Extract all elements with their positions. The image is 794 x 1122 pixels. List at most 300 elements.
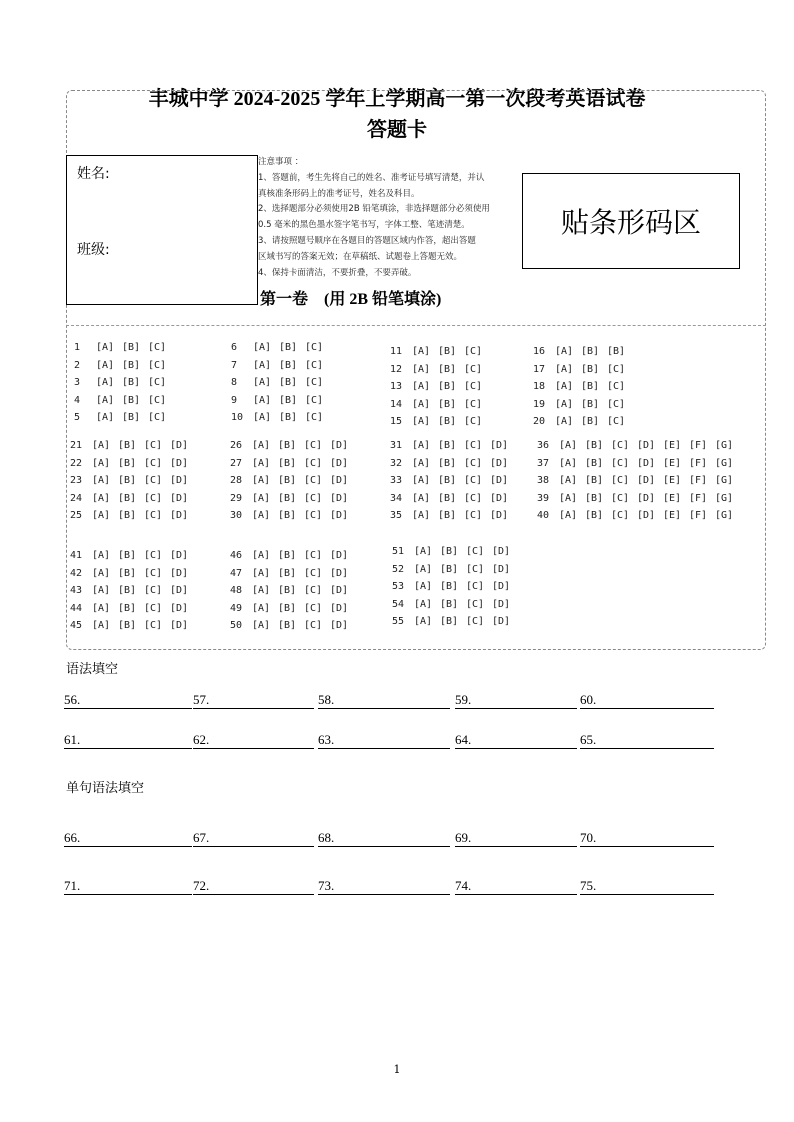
answer-bubble[interactable]: [A] bbox=[92, 620, 111, 631]
answer-bubble[interactable]: [C] bbox=[464, 440, 483, 451]
answer-bubble[interactable]: [D] bbox=[330, 550, 349, 561]
answer-row bbox=[230, 440, 356, 458]
answer-blank[interactable] bbox=[318, 734, 450, 749]
answer-row bbox=[70, 475, 196, 493]
answer-bubble[interactable]: [C] bbox=[607, 363, 626, 375]
answer-bubble[interactable]: [B] bbox=[122, 377, 141, 388]
answer-bubble[interactable]: [B] bbox=[279, 394, 298, 406]
answer-bubble[interactable]: [C] bbox=[144, 440, 163, 451]
answer-bubble[interactable]: [B] bbox=[278, 567, 297, 579]
answer-bubble[interactable]: [A] bbox=[412, 346, 431, 357]
answer-bubble[interactable]: [A] bbox=[92, 510, 111, 521]
answer-bubble[interactable]: [C] bbox=[464, 346, 483, 357]
answer-bubble[interactable]: [A] bbox=[414, 563, 433, 575]
answer-bubble[interactable]: [B] bbox=[585, 492, 604, 504]
answer-bubble[interactable]: [C] bbox=[305, 377, 324, 388]
answer-row bbox=[533, 381, 633, 399]
answer-blank[interactable] bbox=[193, 694, 314, 709]
answer-bubble[interactable]: [B] bbox=[118, 457, 137, 469]
answer-bubble[interactable]: [A] bbox=[92, 475, 111, 486]
answer-bubble[interactable]: [A] bbox=[559, 440, 578, 451]
section-one-heading: 第一卷 (用 2B 铅笔填涂) bbox=[260, 291, 442, 308]
answer-bubble[interactable]: [B] bbox=[278, 585, 297, 596]
answer-bubble[interactable]: [F] bbox=[689, 457, 708, 469]
answer-blank[interactable] bbox=[580, 832, 714, 847]
answer-bubble[interactable]: [F] bbox=[689, 440, 708, 451]
answer-bubble[interactable]: [B] bbox=[122, 359, 141, 371]
question-number: 4 bbox=[74, 394, 81, 406]
answer-row bbox=[392, 564, 518, 582]
answer-bubble[interactable]: [B] bbox=[118, 585, 137, 596]
answer-bubble[interactable]: [C] bbox=[148, 412, 167, 423]
answer-bubble[interactable]: [B] bbox=[122, 342, 141, 353]
answer-bubble[interactable]: [D] bbox=[492, 598, 511, 610]
answer-bubble[interactable]: [E] bbox=[663, 475, 682, 486]
answer-bubble[interactable]: [D] bbox=[490, 457, 509, 469]
answer-bubble[interactable]: [C] bbox=[464, 492, 483, 504]
answer-bubble[interactable]: [C] bbox=[464, 398, 483, 410]
answer-bubble[interactable]: [B] bbox=[278, 492, 297, 504]
answer-bubble[interactable]: [A] bbox=[412, 440, 431, 451]
answer-bubble[interactable]: [B] bbox=[585, 475, 604, 486]
answer-bubble[interactable]: [C] bbox=[304, 602, 323, 614]
answer-row bbox=[70, 440, 196, 458]
answer-bubble[interactable]: [F] bbox=[689, 475, 708, 486]
answer-blank[interactable] bbox=[64, 734, 192, 749]
answer-bubble[interactable]: [A] bbox=[252, 440, 271, 451]
answer-bubble[interactable]: [A] bbox=[412, 475, 431, 486]
answer-bubble[interactable]: [C] bbox=[305, 342, 324, 353]
answer-bubble[interactable]: [A] bbox=[559, 457, 578, 469]
answer-row bbox=[230, 550, 356, 568]
answer-bubble[interactable]: [C] bbox=[466, 598, 485, 610]
answer-blank[interactable] bbox=[580, 734, 714, 749]
answer-bubble[interactable]: [A] bbox=[253, 394, 272, 406]
answer-bubble[interactable]: [C] bbox=[305, 359, 324, 371]
blank-number: 71. bbox=[64, 878, 81, 893]
answer-blank[interactable] bbox=[193, 734, 314, 749]
answer-bubble[interactable]: [B] bbox=[440, 546, 459, 557]
question-number: 3 bbox=[74, 377, 81, 388]
answer-bubble[interactable]: [B] bbox=[278, 550, 297, 561]
answer-bubble[interactable]: [C] bbox=[464, 475, 483, 486]
answer-bubble[interactable]: [B] bbox=[585, 440, 604, 451]
answer-bubble[interactable]: [C] bbox=[466, 563, 485, 575]
answer-bubble[interactable]: [A] bbox=[412, 381, 431, 392]
answer-bubble[interactable]: [G] bbox=[715, 475, 734, 486]
answer-bubble[interactable]: [C] bbox=[304, 567, 323, 579]
answer-bubble[interactable]: [D] bbox=[330, 492, 349, 504]
answer-row bbox=[390, 416, 490, 434]
answer-bubble[interactable]: [D] bbox=[330, 585, 349, 596]
question-number: 43 bbox=[70, 585, 83, 596]
answer-bubble[interactable]: [C] bbox=[144, 567, 163, 579]
answer-bubble[interactable]: [C] bbox=[464, 363, 483, 375]
answer-bubble[interactable]: [C] bbox=[304, 620, 323, 631]
answer-bubble[interactable]: [B] bbox=[122, 412, 141, 423]
answer-bubble[interactable]: [A] bbox=[412, 492, 431, 504]
answer-bubble[interactable]: [C] bbox=[304, 585, 323, 596]
answer-row bbox=[390, 440, 516, 458]
answer-bubble[interactable]: [B] bbox=[118, 620, 137, 631]
answer-bubble[interactable]: [A] bbox=[252, 550, 271, 561]
answer-bubble[interactable]: [B] bbox=[118, 602, 137, 614]
question-number: 40 bbox=[537, 510, 550, 521]
answer-blank[interactable] bbox=[193, 880, 314, 895]
answer-block bbox=[392, 546, 518, 634]
answer-bubble[interactable]: [D] bbox=[492, 546, 511, 557]
answer-bubble[interactable]: [D] bbox=[170, 585, 189, 596]
answer-bubble[interactable]: [A] bbox=[252, 602, 271, 614]
answer-row bbox=[70, 550, 196, 568]
question-number: 13 bbox=[390, 381, 403, 392]
question-number: 5 bbox=[74, 412, 81, 423]
answer-bubble[interactable]: [F] bbox=[689, 492, 708, 504]
answer-row bbox=[70, 620, 196, 638]
answer-bubble[interactable]: [C] bbox=[304, 440, 323, 451]
answer-bubble[interactable]: [C] bbox=[611, 457, 630, 469]
answer-bubble[interactable]: [C] bbox=[464, 381, 483, 392]
answer-bubble[interactable]: [D] bbox=[170, 475, 189, 486]
question-number: 33 bbox=[390, 475, 403, 486]
answer-bubble[interactable]: [A] bbox=[92, 440, 111, 451]
answer-bubble[interactable]: [A] bbox=[252, 620, 271, 631]
answer-bubble[interactable]: [B] bbox=[581, 363, 600, 375]
answer-bubble[interactable]: [A] bbox=[96, 412, 115, 423]
answer-bubble[interactable]: [C] bbox=[607, 381, 626, 392]
answer-bubble[interactable]: [A] bbox=[253, 412, 272, 423]
answer-bubble[interactable]: [B] bbox=[438, 440, 457, 451]
sentence-grammar-heading: 单句语法填空 bbox=[66, 781, 145, 796]
answer-bubble[interactable]: [A] bbox=[253, 342, 272, 353]
answer-bubble[interactable]: [A] bbox=[252, 457, 271, 469]
answer-bubble[interactable]: [A] bbox=[414, 616, 433, 627]
answer-bubble[interactable]: [B] bbox=[279, 359, 298, 371]
answer-bubble[interactable]: [A] bbox=[92, 492, 111, 504]
answer-bubble[interactable]: [A] bbox=[414, 598, 433, 610]
answer-bubble[interactable]: [A] bbox=[414, 546, 433, 557]
answer-blank[interactable] bbox=[64, 694, 192, 709]
question-number: 51 bbox=[392, 546, 405, 557]
answer-bubble[interactable]: [D] bbox=[170, 602, 189, 614]
answer-bubble[interactable]: [C] bbox=[305, 412, 324, 423]
answer-blank[interactable] bbox=[64, 880, 192, 895]
answer-row bbox=[230, 620, 356, 638]
answer-bubble[interactable]: [A] bbox=[412, 398, 431, 410]
blank-number: 67. bbox=[193, 830, 210, 845]
answer-bubble[interactable]: [D] bbox=[330, 620, 349, 631]
instruction-line: 0.5 毫米的黑色墨水签字笔书写，字体工整、笔迹清楚。 bbox=[258, 220, 470, 231]
question-number: 37 bbox=[537, 457, 550, 469]
answer-bubble[interactable]: [B] bbox=[118, 475, 137, 486]
answer-bubble[interactable]: [D] bbox=[490, 440, 509, 451]
answer-bubble[interactable]: [D] bbox=[170, 550, 189, 561]
answer-bubble[interactable]: [A] bbox=[253, 377, 272, 388]
question-number: 42 bbox=[70, 567, 83, 579]
answer-bubble[interactable]: [B] bbox=[122, 394, 141, 406]
answer-bubble[interactable]: [C] bbox=[144, 620, 163, 631]
answer-bubble[interactable]: [A] bbox=[92, 457, 111, 469]
answer-row bbox=[231, 360, 331, 378]
answer-bubble[interactable]: [A] bbox=[96, 394, 115, 406]
answer-bubble[interactable]: [B] bbox=[438, 381, 457, 392]
answer-row bbox=[390, 399, 490, 417]
answer-bubble[interactable]: [C] bbox=[144, 492, 163, 504]
student-info-box bbox=[66, 155, 258, 305]
answer-bubble[interactable]: [D] bbox=[492, 616, 511, 627]
answer-bubble[interactable]: [C] bbox=[464, 457, 483, 469]
page-title: 丰城中学 2024-2025 学年上学期高一第一次段考英语试卷 bbox=[148, 88, 646, 110]
answer-bubble[interactable]: [C] bbox=[466, 616, 485, 627]
question-number: 17 bbox=[533, 363, 546, 375]
answer-bubble[interactable]: [D] bbox=[637, 492, 656, 504]
answer-bubble[interactable]: [D] bbox=[490, 492, 509, 504]
answer-bubble[interactable]: [B] bbox=[278, 440, 297, 451]
answer-bubble[interactable]: [D] bbox=[170, 492, 189, 504]
answer-bubble[interactable]: [A] bbox=[412, 363, 431, 375]
answer-bubble[interactable]: [B] bbox=[438, 457, 457, 469]
answer-blank[interactable] bbox=[580, 694, 714, 709]
answer-bubble[interactable]: [B] bbox=[440, 563, 459, 575]
answer-bubble[interactable]: [B] bbox=[278, 620, 297, 631]
answer-bubble[interactable]: [C] bbox=[607, 416, 626, 427]
answer-row bbox=[70, 493, 196, 511]
answer-bubble[interactable]: [B] bbox=[118, 440, 137, 451]
answer-bubble[interactable]: [C] bbox=[144, 510, 163, 521]
answer-bubble[interactable]: [B] bbox=[581, 416, 600, 427]
answer-bubble[interactable]: [A] bbox=[414, 581, 433, 592]
answer-bubble[interactable]: [D] bbox=[170, 620, 189, 631]
answer-blank[interactable] bbox=[318, 694, 450, 709]
answer-bubble[interactable]: [D] bbox=[170, 457, 189, 469]
answer-bubble[interactable]: [D] bbox=[330, 510, 349, 521]
answer-bubble[interactable]: [D] bbox=[490, 510, 509, 521]
answer-row bbox=[390, 493, 516, 511]
answer-bubble[interactable]: [A] bbox=[555, 346, 574, 357]
answer-bubble[interactable]: [C] bbox=[148, 394, 167, 406]
answer-bubble[interactable]: [B] bbox=[585, 510, 604, 521]
answer-bubble[interactable]: [A] bbox=[252, 510, 271, 521]
answer-blank[interactable] bbox=[455, 734, 577, 749]
answer-bubble[interactable]: [B] bbox=[438, 346, 457, 357]
answer-bubble[interactable]: [B] bbox=[440, 616, 459, 627]
question-number: 8 bbox=[231, 377, 238, 388]
answer-bubble[interactable]: [B] bbox=[279, 412, 298, 423]
answer-bubble[interactable]: [C] bbox=[144, 457, 163, 469]
answer-bubble[interactable]: [B] bbox=[118, 492, 137, 504]
answer-bubble[interactable]: [C] bbox=[148, 377, 167, 388]
answer-blank[interactable] bbox=[455, 694, 577, 709]
question-number: 38 bbox=[537, 475, 550, 486]
answer-bubble[interactable]: [G] bbox=[715, 492, 734, 504]
answer-bubble[interactable]: [A] bbox=[92, 567, 111, 579]
answer-bubble[interactable]: [C] bbox=[607, 398, 626, 410]
answer-bubble[interactable]: [C] bbox=[611, 492, 630, 504]
answer-bubble[interactable]: [A] bbox=[252, 492, 271, 504]
answer-bubble[interactable]: [B] bbox=[607, 346, 626, 357]
answer-bubble[interactable]: [C] bbox=[611, 475, 630, 486]
answer-block bbox=[533, 346, 633, 434]
answer-bubble[interactable]: [D] bbox=[330, 567, 349, 579]
answer-bubble[interactable]: [C] bbox=[464, 510, 483, 521]
answer-bubble[interactable]: [A] bbox=[412, 457, 431, 469]
grammar-fill-heading: 语法填空 bbox=[66, 662, 119, 677]
answer-bubble[interactable]: [B] bbox=[279, 377, 298, 388]
answer-bubble[interactable]: [A] bbox=[559, 475, 578, 486]
answer-bubble[interactable]: [E] bbox=[663, 510, 682, 521]
answer-row bbox=[74, 360, 174, 378]
answer-bubble[interactable]: [D] bbox=[637, 457, 656, 469]
answer-bubble[interactable]: [B] bbox=[278, 510, 297, 521]
answer-bubble[interactable]: [A] bbox=[96, 377, 115, 388]
answer-bubble[interactable]: [D] bbox=[170, 567, 189, 579]
answer-bubble[interactable]: [G] bbox=[715, 457, 734, 469]
answer-bubble[interactable]: [B] bbox=[581, 398, 600, 410]
answer-bubble[interactable]: [B] bbox=[581, 346, 600, 357]
answer-bubble[interactable]: [E] bbox=[663, 440, 682, 451]
answer-bubble[interactable]: [C] bbox=[304, 510, 323, 521]
answer-bubble[interactable]: [C] bbox=[144, 475, 163, 486]
question-number: 35 bbox=[390, 510, 403, 521]
answer-bubble[interactable]: [C] bbox=[304, 475, 323, 486]
answer-bubble[interactable]: [D] bbox=[170, 510, 189, 521]
question-number: 20 bbox=[533, 416, 546, 427]
answer-bubble[interactable]: [C] bbox=[466, 581, 485, 592]
answer-bubble[interactable]: [B] bbox=[118, 550, 137, 561]
blank-number: 64. bbox=[455, 732, 472, 747]
answer-bubble[interactable]: [C] bbox=[611, 440, 630, 451]
answer-bubble[interactable]: [C] bbox=[144, 550, 163, 561]
answer-bubble[interactable]: [D] bbox=[637, 510, 656, 521]
answer-bubble[interactable]: [D] bbox=[170, 440, 189, 451]
answer-bubble[interactable]: [C] bbox=[304, 492, 323, 504]
answer-bubble[interactable]: [D] bbox=[637, 440, 656, 451]
answer-bubble[interactable]: [B] bbox=[278, 457, 297, 469]
answer-bubble[interactable]: [B] bbox=[278, 475, 297, 486]
answer-bubble[interactable]: [A] bbox=[253, 359, 272, 371]
question-number: 10 bbox=[231, 412, 244, 423]
answer-bubble[interactable]: [B] bbox=[585, 457, 604, 469]
answer-row bbox=[533, 399, 633, 417]
answer-bubble[interactable]: [E] bbox=[663, 492, 682, 504]
answer-bubble[interactable]: [A] bbox=[252, 585, 271, 596]
answer-bubble[interactable]: [C] bbox=[144, 602, 163, 614]
answer-blank[interactable] bbox=[64, 832, 192, 847]
answer-bubble[interactable]: [D] bbox=[330, 457, 349, 469]
answer-bubble[interactable]: [D] bbox=[330, 440, 349, 451]
answer-row bbox=[230, 585, 356, 603]
blank-number: 60. bbox=[580, 692, 597, 707]
answer-bubble[interactable]: [D] bbox=[330, 475, 349, 486]
answer-blank[interactable] bbox=[455, 832, 577, 847]
answer-bubble[interactable]: [A] bbox=[412, 416, 431, 427]
question-number: 53 bbox=[392, 581, 405, 592]
answer-bubble[interactable]: [B] bbox=[278, 602, 297, 614]
answer-bubble[interactable]: [D] bbox=[492, 563, 511, 575]
answer-bubble[interactable]: [A] bbox=[252, 567, 271, 579]
question-number: 39 bbox=[537, 492, 550, 504]
answer-bubble[interactable]: [F] bbox=[689, 510, 708, 521]
answer-bubble[interactable]: [G] bbox=[715, 510, 734, 521]
answer-bubble[interactable]: [A] bbox=[96, 342, 115, 353]
answer-bubble[interactable]: [A] bbox=[555, 416, 574, 427]
question-number: 34 bbox=[390, 492, 403, 504]
answer-bubble[interactable]: [D] bbox=[492, 581, 511, 592]
answer-bubble[interactable]: [B] bbox=[279, 342, 298, 353]
answer-bubble[interactable]: [A] bbox=[96, 359, 115, 371]
answer-row bbox=[231, 342, 331, 360]
answer-row bbox=[390, 381, 490, 399]
answer-bubble[interactable]: [B] bbox=[438, 416, 457, 427]
answer-bubble[interactable]: [C] bbox=[144, 585, 163, 596]
answer-bubble[interactable]: [B] bbox=[118, 510, 137, 521]
answer-bubble[interactable]: [B] bbox=[440, 598, 459, 610]
answer-bubble[interactable]: [D] bbox=[490, 475, 509, 486]
answer-bubble[interactable]: [B] bbox=[118, 567, 137, 579]
answer-row bbox=[70, 603, 196, 621]
answer-bubble[interactable]: [A] bbox=[92, 602, 111, 614]
name-label: 姓名: bbox=[77, 166, 110, 182]
answer-bubble[interactable]: [B] bbox=[438, 475, 457, 486]
question-number: 9 bbox=[231, 394, 238, 406]
question-number: 7 bbox=[231, 359, 238, 371]
answer-bubble[interactable]: [C] bbox=[148, 359, 167, 371]
answer-bubble[interactable]: [B] bbox=[438, 398, 457, 410]
answer-bubble[interactable]: [C] bbox=[148, 342, 167, 353]
answer-bubble[interactable]: [C] bbox=[304, 457, 323, 469]
answer-row bbox=[231, 412, 331, 430]
answer-bubble[interactable]: [A] bbox=[92, 550, 111, 561]
answer-bubble[interactable]: [A] bbox=[555, 398, 574, 410]
answer-bubble[interactable]: [A] bbox=[412, 510, 431, 521]
answer-row bbox=[70, 568, 196, 586]
answer-blank[interactable] bbox=[318, 832, 450, 847]
answer-bubble[interactable]: [B] bbox=[438, 510, 457, 521]
answer-bubble[interactable]: [B] bbox=[581, 381, 600, 392]
answer-row bbox=[537, 458, 741, 476]
answer-blank[interactable] bbox=[455, 880, 577, 895]
answer-bubble[interactable]: [E] bbox=[663, 457, 682, 469]
answer-bubble[interactable]: [B] bbox=[438, 363, 457, 375]
answer-bubble[interactable]: [B] bbox=[440, 581, 459, 592]
answer-bubble[interactable]: [A] bbox=[559, 492, 578, 504]
answer-bubble[interactable]: [C] bbox=[611, 510, 630, 521]
answer-bubble[interactable]: [A] bbox=[559, 510, 578, 521]
answer-bubble[interactable]: [D] bbox=[637, 475, 656, 486]
answer-bubble[interactable]: [A] bbox=[92, 585, 111, 596]
answer-blank[interactable] bbox=[193, 832, 314, 847]
answer-row bbox=[392, 599, 518, 617]
answer-bubble[interactable]: [C] bbox=[466, 546, 485, 557]
question-number: 45 bbox=[70, 620, 83, 631]
answer-blank[interactable] bbox=[580, 880, 714, 895]
instruction-line: 4、保持卡面清洁，不要折叠，不要弄破。 bbox=[258, 267, 417, 278]
answer-bubble[interactable]: [C] bbox=[305, 394, 324, 406]
answer-row bbox=[74, 395, 174, 413]
page-subtitle: 答题卡 bbox=[367, 119, 427, 141]
answer-bubble[interactable]: [A] bbox=[555, 381, 574, 392]
answer-row bbox=[392, 581, 518, 599]
answer-bubble[interactable]: [C] bbox=[304, 550, 323, 561]
answer-bubble[interactable]: [D] bbox=[330, 602, 349, 614]
answer-bubble[interactable]: [A] bbox=[555, 363, 574, 375]
answer-bubble[interactable]: [A] bbox=[252, 475, 271, 486]
answer-bubble[interactable]: [B] bbox=[438, 492, 457, 504]
question-number: 41 bbox=[70, 550, 83, 561]
answer-bubble[interactable]: [C] bbox=[464, 416, 483, 427]
answer-blank[interactable] bbox=[318, 880, 450, 895]
answer-bubble[interactable]: [G] bbox=[715, 440, 734, 451]
